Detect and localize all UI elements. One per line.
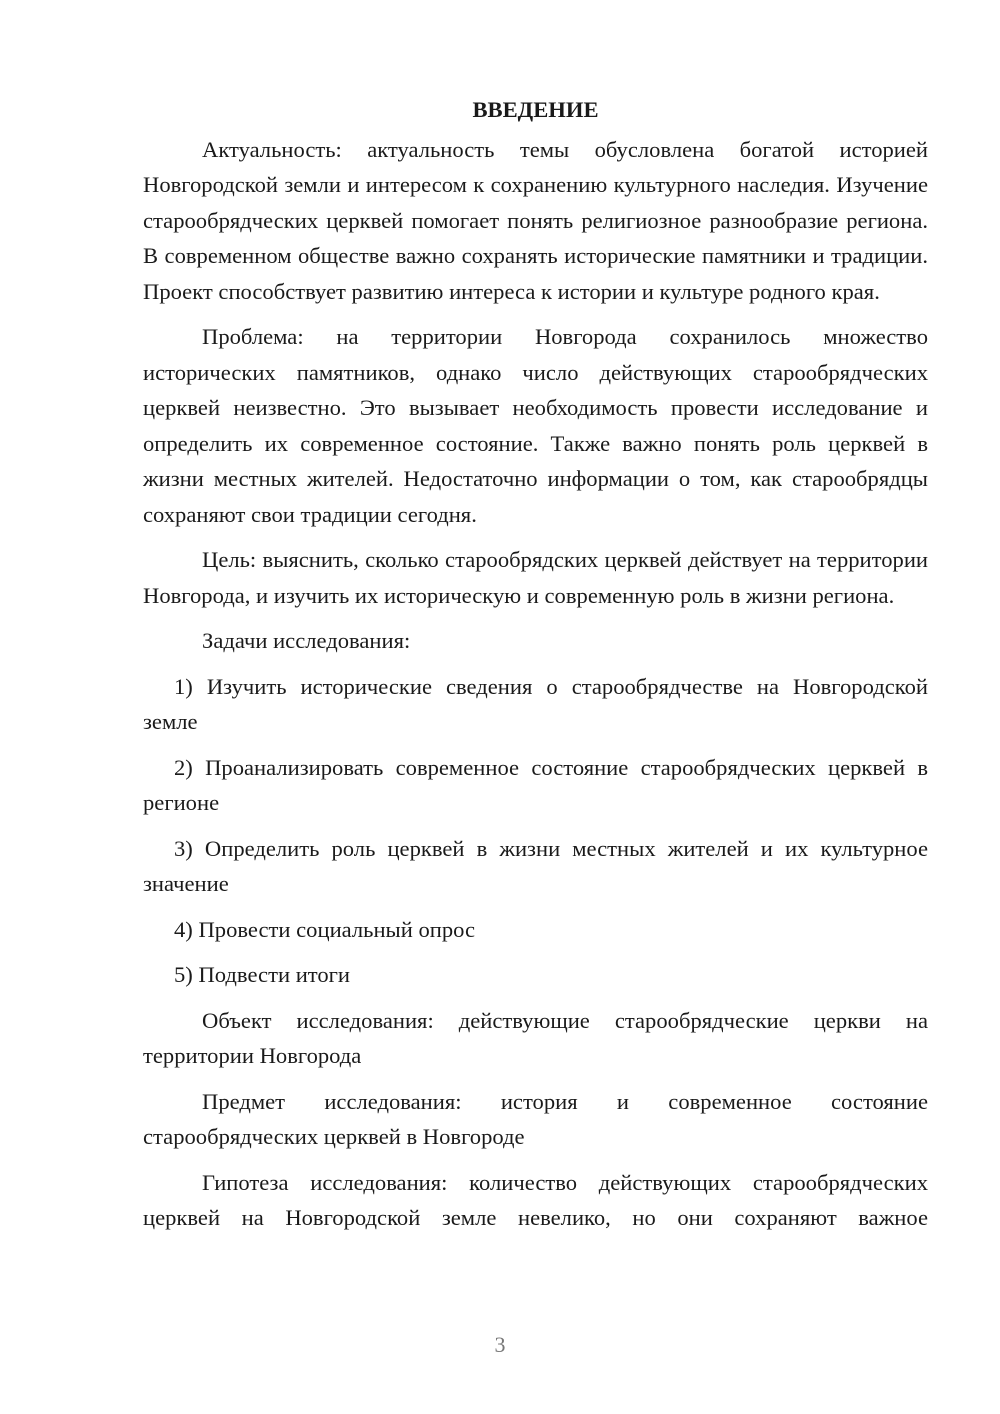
task-item: 5) Подвести итоги [174, 962, 351, 987]
task-item: 4) Провести социальный опрос [174, 916, 476, 942]
goal-paragraph: Цель: выяснить, сколько старообрядских церквей действует на территории Новгорода, и изучить их историческую и современную роль в жизни региона. [143, 547, 928, 608]
task-item: 1) Изучить исторические сведения о старообрядчестве на Новгородской земле [143, 673, 928, 734]
tasks-heading: Задачи исследования: [202, 628, 411, 653]
object-paragraph: Объект исследования: действующие старообрядческие церкви на территории Новгорода [143, 1007, 928, 1068]
hypothesis-paragraph: Гипотеза исследования: количество действующих старообрядческих церквей на Новгородской земле невелико, но они сохраняют важное [143, 1169, 928, 1230]
document-title: ВВЕДЕНИЕ [472, 97, 599, 122]
subject-paragraph: Предмет исследования: история и современное состояние старообрядческих церквей в Новгороде [143, 1088, 928, 1149]
task-item: 2) Проанализировать современное состояние старообрядческих церквей в регионе [143, 754, 928, 815]
page-number: 3 [494, 1332, 506, 1357]
document-page [143, 92, 928, 1236]
problem-paragraph: Проблема: на территории Новгорода сохранилось множество исторических памятников, однако число действующих старообрядческих церквей неизвестно. Это вызывает необходимость провести исследование и определить их современное состояние. Также важно понять роль церквей в жизни местных жителей. Недостаточно информации о том, как старообрядцы сохраняют свои традиции сегодня. [143, 324, 928, 527]
task-item: 3) Определить роль церквей в жизни местных жителей и их культурное значение [143, 835, 928, 896]
relevance-paragraph: Актуальность: актуальность темы обусловлена богатой историей Новгородской земли и интересом к сохранению культурного наследия. Изучение старообрядческих церквей помогает понять религиозное разнообразие региона. В современном обществе важно сохранять исторические памятники и традиции. Проект способствует развитию интереса к истории и культуре родного края. [143, 136, 928, 304]
